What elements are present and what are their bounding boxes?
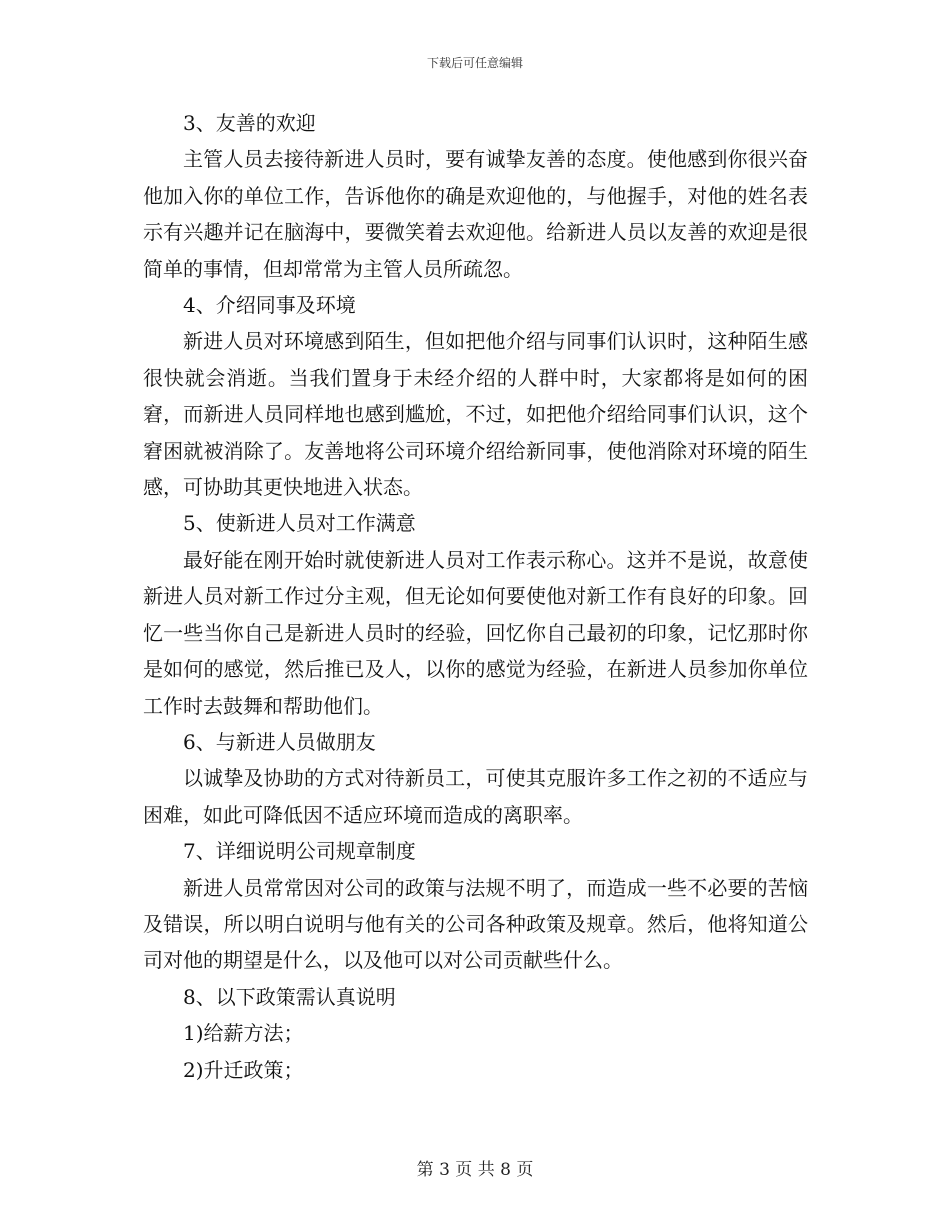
section-heading: 8、以下政策需认真说明 [183, 984, 396, 1009]
section-heading: 6、与新进人员做朋友 [183, 729, 376, 754]
paragraph: 以诚挚及协助的方式对待新员工，可使其克服许多工作之初的不适应与困难，如此可降低因不适应环境而造成的离职率。 [143, 766, 808, 827]
paragraph: 新进人员常常因对公司的政策与法规不明了，而造成一些不必要的苦恼及错误，所以明白说明与他有关的公司各种政策及规章。然后，他将知道公司对他的期望是什么，以及他可以对公司贡献些什么。 [143, 875, 808, 973]
paragraph: 新进人员对环境感到陌生，但如把他介绍与同事们认识时，这种陌生感很快就会消逝。当我们置身于未经介绍的人群中时，大家都将是如何的困窘，而新进人员同样地也感到尴尬，不过，如把他介绍给同事们认识，这个窘困就被消除了。友善地将公司环境介绍给新同事，使他消除对环境的陌生感，可协助其更快地进入状态。 [143, 329, 808, 500]
page-header: 下载后可任意编辑 [426, 56, 523, 70]
page-number: 第 3 页 共 8 页 [416, 1160, 534, 1180]
section-heading: 5、使新进人员对工作满意 [183, 511, 416, 536]
list-item: 1)给薪方法； [183, 1021, 304, 1046]
section-heading: 4、介绍同事及环境 [183, 293, 356, 318]
section-heading: 7、详细说明公司规章制度 [183, 839, 416, 864]
section-heading: 3、友善的欢迎 [183, 111, 316, 135]
paragraph: 最好能在刚开始时就使新进人员对工作表示称心。这并不是说，故意使新进人员对新工作过分主观，但无论如何要使他对新工作有良好的印象。回忆一些当你自己是新进人员时的经验，回忆你自己最初的印象，记忆那时你是如何的感觉，然后推已及人，以你的感觉为经验，在新进人员参加你单位工作时去鼓舞和帮助他们。 [143, 547, 808, 718]
list-item: 2)升迁政策； [183, 1057, 304, 1082]
paragraph: 主管人员去接待新进人员时，要有诚挚友善的态度。使他感到你很兴奋他加入你的单位工作，告诉他你的确是欢迎他的，与他握手，对他的姓名表示有兴趣并记在脑海中，要微笑着去欢迎他。给新进人员以友善的欢迎是很简单的事情，但却常常为主管人员所疏忽。 [143, 147, 808, 281]
document-body [143, 105, 808, 1088]
